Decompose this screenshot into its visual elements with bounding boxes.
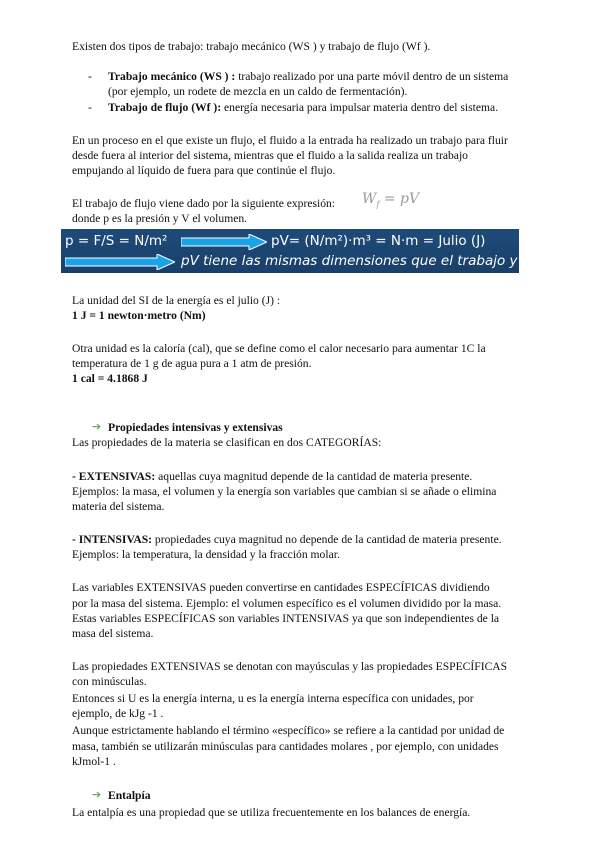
- paragraph-line: Otra unidad es la caloría (cal), que se define como el calor necesario para aumentar 1C la: [72, 342, 486, 355]
- calorie-equation: 1 cal = 4.1868 J: [72, 372, 148, 385]
- arrow-right-icon: [65, 254, 175, 270]
- arrow-right-icon: [181, 234, 267, 250]
- intro-text: Existen dos tipos de trabajo: trabajo mecánico (WS ) y trabajo de flujo (Wf ).: [72, 40, 431, 53]
- bullet-text: energía necesaria para impulsar materia dentro del sistema.: [221, 101, 499, 114]
- paragraph-line: El trabajo de flujo viene dado por la siguiente expresión:: [72, 197, 336, 210]
- formula-rhs: = pV: [379, 191, 420, 207]
- banner-units: pV= (N/m²)·m³ = N·m = Julio (J): [271, 233, 486, 249]
- bullet-dash: -: [88, 101, 92, 114]
- paragraph-line: masa, también se utilizarán minúsculas para cantidades molares , por ejemplo, con unidades: [72, 740, 499, 753]
- paragraph-line: kJmol-1 .: [72, 755, 116, 768]
- bullet-term: Trabajo mecánico (WS ) :: [108, 70, 236, 83]
- bullet-dash: -: [88, 70, 92, 83]
- formula-sub: f: [376, 199, 380, 209]
- paragraph-line: por la masa del sistema. Ejemplo: el volumen específico es el volumen dividido por la masa.: [72, 597, 502, 610]
- flow-work-formula: [362, 191, 419, 209]
- arrow-right-icon: ➔: [92, 788, 102, 801]
- paragraph-line: La entalpía es una propiedad que se utiliza frecuentemente en los balances de energía.: [72, 806, 471, 819]
- paragraph-line: La unidad del SI de la energía es el julio (J) :: [72, 294, 281, 307]
- joule-equation: 1 J = 1 newton·metro (Nm): [72, 309, 206, 322]
- banner-pressure: p = F/S = N/m²: [65, 233, 168, 249]
- bullet-mechanical-work: [108, 70, 508, 84]
- paragraph-line: En un proceso en el que existe un flujo, el fluido a la entrada ha realizado un trabajo para fluir: [72, 134, 508, 147]
- banner-statement: pV tiene las mismas dimensiones que el trabajo y la energía: [181, 253, 590, 269]
- bullet-text: trabajo realizado por una parte móvil dentro de un sistema: [235, 70, 509, 83]
- paragraph-line: temperatura de 1 g de agua pura a 1 atm de presión.: [72, 357, 312, 370]
- arrow-right-icon: ➔: [92, 420, 102, 433]
- paragraph-line: materia del sistema.: [72, 500, 165, 513]
- paragraph-line: desde fuera al interior del sistema, mientras que el fluido a la salida realiza un trabajo: [72, 149, 468, 162]
- bullet-term: Trabajo de flujo (Wf ):: [108, 101, 222, 114]
- definition-text: aquellas cuya magnitud depende de la cantidad de materia presente.: [155, 470, 473, 483]
- paragraph-line: donde p es la presión y V el volumen.: [72, 212, 248, 225]
- section-heading: Entalpía: [108, 789, 151, 802]
- paragraph-line: ejemplo, de kJg -1 .: [72, 707, 164, 720]
- paragraph-line: Las propiedades EXTENSIVAS se denotan con mayúsculas y las propiedades ESPECÍFICAS: [72, 660, 508, 673]
- paragraph-line: Las propiedades de la materia se clasifican en dos CATEGORÍAS:: [72, 436, 382, 449]
- paragraph-line: Estas variables ESPECÍFICAS son variables INTENSIVAS ya que son independientes de la: [72, 612, 500, 625]
- paragraph-line: empujando al líquido de fuera para que continúe el flujo.: [72, 164, 336, 177]
- paragraph-line: masa del sistema.: [72, 627, 154, 640]
- paragraph-line: con minúsculas.: [72, 675, 147, 688]
- paragraph-line: Ejemplos: la temperatura, la densidad y la fracción molar.: [72, 548, 340, 561]
- paragraph-line: Ejemplos: la masa, el volumen y la energía son variables que cambian si se añade o elimina: [72, 485, 497, 498]
- formula-lhs: W: [362, 191, 377, 207]
- definition-term: - INTENSIVAS:: [72, 533, 153, 546]
- paragraph-line: Entonces si U es la energía interna, u es la energía interna específica con unidades, por: [72, 692, 474, 705]
- bullet-flow-work: [108, 101, 498, 115]
- extensive-definition: [72, 470, 472, 484]
- definition-text: propiedades cuya magnitud no depende de la cantidad de materia presente.: [152, 533, 502, 546]
- section-heading: Propiedades intensivas y extensivas: [108, 421, 283, 434]
- intensive-definition: [72, 533, 502, 547]
- paragraph-line: Aunque estrictamente hablando el término «específico» se refiere a la cantidad por unidad de: [72, 724, 505, 737]
- units-banner: [61, 229, 590, 273]
- bullet-continuation: (por ejemplo, un rodete de mezcla en un caldo de fermentación).: [108, 85, 408, 98]
- paragraph-line: Las variables EXTENSIVAS pueden convertirse en cantidades ESPECÍFICAS dividiendo: [72, 581, 490, 594]
- definition-term: - EXTENSIVAS:: [72, 470, 156, 483]
